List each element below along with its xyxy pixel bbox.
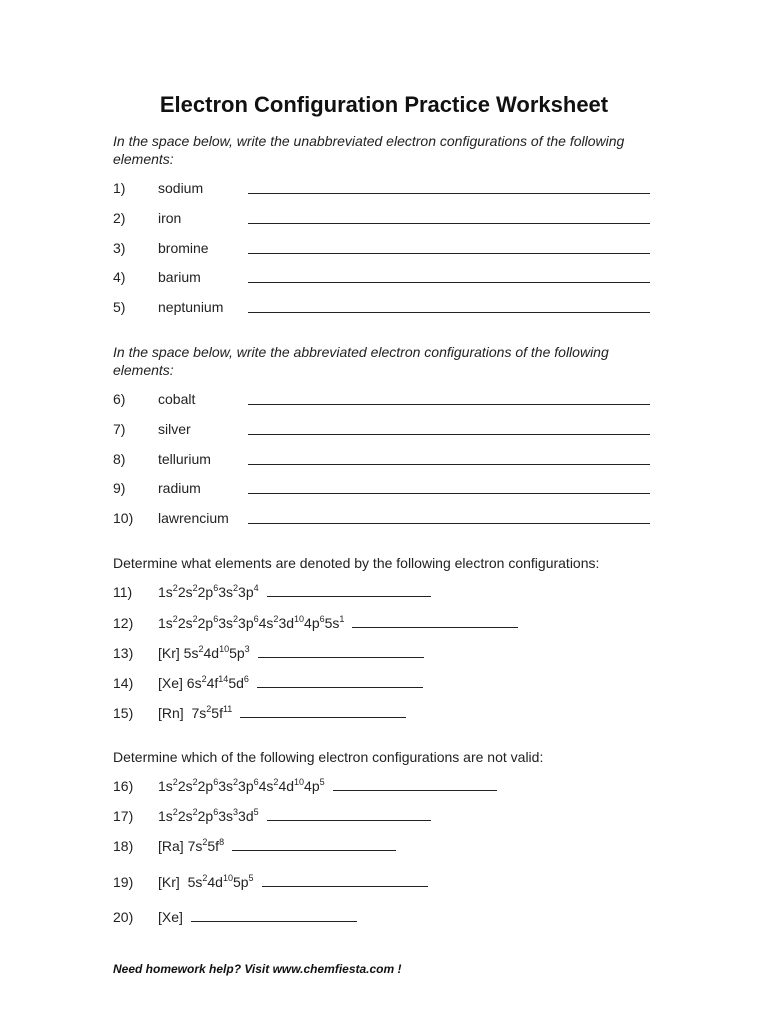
electron-configuration: [Xe] $6s^24f^{14}5d^6$ xyxy=(158,673,423,693)
question-row xyxy=(113,297,658,317)
question-number: 8) xyxy=(113,451,126,467)
question-row xyxy=(113,478,658,498)
element-name: iron xyxy=(158,210,182,226)
question-number: 17) xyxy=(113,808,134,824)
answer-line[interactable] xyxy=(248,464,650,465)
question-row xyxy=(113,389,658,409)
electron-configuration: [Kr] $5s^24d^{10}5p^5$ xyxy=(158,872,428,892)
electron-configuration: [Xe] xyxy=(158,907,357,927)
answer-line[interactable] xyxy=(333,776,497,791)
question-row xyxy=(113,643,658,663)
section2-instruction: In the space below, write the abbreviated electron configurations of the following elements: xyxy=(113,344,609,378)
question-row xyxy=(113,449,658,469)
answer-line[interactable] xyxy=(191,907,357,922)
question-row xyxy=(113,836,658,856)
electron-configuration: $1s^22s^22p^63s^23p^64s^24d^{10}4p^5$ xyxy=(158,776,497,796)
electron-configuration: [Ra] $7s^25f^8$ xyxy=(158,836,396,856)
answer-line[interactable] xyxy=(267,806,431,821)
answer-line[interactable] xyxy=(248,523,650,524)
question-number: 4) xyxy=(113,269,126,285)
footer-note: Need homework help? Visit www.chemfiesta.com ! xyxy=(113,962,402,976)
section1-instruction: In the space below, write the unabbreviated electron configurations of the following elements: xyxy=(113,133,625,167)
answer-line[interactable] xyxy=(248,493,650,494)
element-name: radium xyxy=(158,480,201,496)
answer-line[interactable] xyxy=(352,613,518,628)
electron-configuration: [Kr] $5s^24d^{10}5p^3$ xyxy=(158,643,424,663)
question-row xyxy=(113,582,658,602)
answer-line[interactable] xyxy=(258,643,424,658)
answer-line[interactable] xyxy=(248,404,650,405)
question-row xyxy=(113,508,658,528)
electron-configuration: $1s^22s^22p^63s^23p^4$ xyxy=(158,582,431,602)
section4-instruction: Determine which of the following electron configurations are not valid: xyxy=(113,749,544,765)
question-number: 16) xyxy=(113,778,134,794)
question-number: 5) xyxy=(113,299,126,315)
question-row xyxy=(113,419,658,439)
answer-line[interactable] xyxy=(248,282,650,283)
question-number: 7) xyxy=(113,421,126,437)
answer-line[interactable] xyxy=(248,434,650,435)
element-name: sodium xyxy=(158,180,204,196)
question-row xyxy=(113,613,658,633)
question-row xyxy=(113,178,658,198)
question-row xyxy=(113,238,658,258)
question-number: 6) xyxy=(113,391,126,407)
question-number: 19) xyxy=(113,874,134,890)
element-name: neptunium xyxy=(158,299,224,315)
answer-line[interactable] xyxy=(248,223,650,224)
question-number: 2) xyxy=(113,210,126,226)
answer-line[interactable] xyxy=(248,253,650,254)
section3-instruction: Determine what elements are denoted by the following electron configurations: xyxy=(113,555,600,571)
element-name: lawrencium xyxy=(158,510,229,526)
question-number: 3) xyxy=(113,240,126,256)
question-number: 14) xyxy=(113,675,134,691)
question-number: 10) xyxy=(113,510,134,526)
question-row xyxy=(113,872,658,892)
electron-configuration: $1s^22s^22p^63s^23p^64s^23d^{10}4p^65s^1$ xyxy=(158,613,518,633)
element-name: bromine xyxy=(158,240,209,256)
question-row xyxy=(113,703,658,723)
page-title: Electron Configuration Practice Worksheet xyxy=(159,92,609,117)
question-number: 18) xyxy=(113,838,134,854)
answer-line[interactable] xyxy=(267,582,431,597)
answer-line[interactable] xyxy=(240,703,406,718)
question-number: 20) xyxy=(113,909,134,925)
question-row xyxy=(113,208,658,228)
answer-line[interactable] xyxy=(262,872,428,887)
question-row xyxy=(113,673,658,693)
question-number: 12) xyxy=(113,615,134,631)
question-number: 11) xyxy=(113,584,133,600)
question-row xyxy=(113,267,658,287)
electron-configuration: $1s^22s^22p^63s^33d^5$ xyxy=(158,806,431,826)
question-row xyxy=(113,907,658,927)
answer-line[interactable] xyxy=(248,193,650,194)
question-row xyxy=(113,776,658,796)
answer-line[interactable] xyxy=(248,312,650,313)
element-name: barium xyxy=(158,269,201,285)
question-number: 9) xyxy=(113,480,126,496)
question-number: 13) xyxy=(113,645,134,661)
question-row xyxy=(113,806,658,826)
question-number: 1) xyxy=(113,180,126,196)
element-name: tellurium xyxy=(158,451,211,467)
element-name: silver xyxy=(158,421,191,437)
answer-line[interactable] xyxy=(257,673,423,688)
electron-configuration: [Rn] $7s^25f^{11}$ xyxy=(158,703,406,723)
answer-line[interactable] xyxy=(232,836,396,851)
question-number: 15) xyxy=(113,705,134,721)
element-name: cobalt xyxy=(158,391,196,407)
